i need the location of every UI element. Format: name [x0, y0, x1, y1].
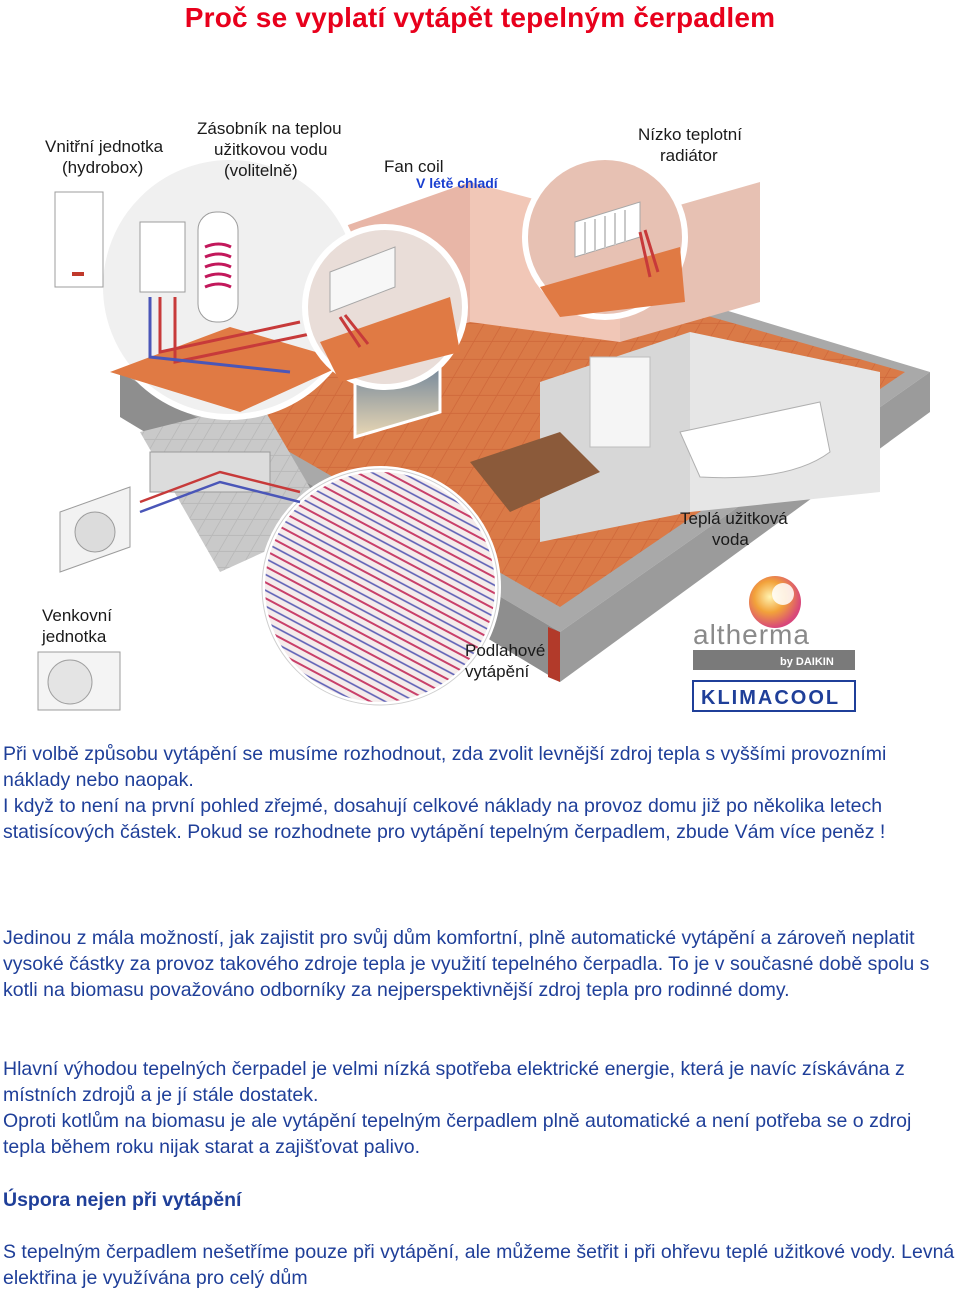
hydrobox-unit [55, 192, 103, 287]
label-radiator [638, 125, 742, 165]
svg-text:užitkovou vodu: užitkovou vodu [214, 140, 328, 159]
intro-text [3, 741, 958, 845]
altherma-logo [693, 576, 855, 670]
svg-text:Teplá užitková: Teplá užitková [680, 509, 788, 528]
svg-text:Nízko teplotní: Nízko teplotní [638, 125, 742, 144]
svg-text:Venkovní: Venkovní [42, 606, 112, 625]
svg-text:voda: voda [712, 530, 749, 549]
paragraph-5: Oproti kotlům na biomasu je ale vytápění tepelným čerpadlem plně automatické a není potřeba se o zdroj tepla během roku nijak starat a zajišťovat palivo. [3, 1110, 912, 1158]
svg-text:KLIMACOOL: KLIMACOOL [701, 687, 841, 709]
floor-heating-detail [262, 469, 498, 705]
fan-coil-detail [305, 227, 465, 387]
page-title: Proč se vyplatí vytápět tepelným čerpadlem [184, 2, 776, 33]
svg-text:jednotka: jednotka [42, 627, 107, 646]
paragraph-4: Hlavní výhodou tepelných čerpadel je velmi nízká spotřeba elektrické energie, která je navíc získávána z místních zdrojů a je jí stále dostatek. [3, 1058, 905, 1106]
outdoor-unit-wall [60, 487, 130, 572]
label-indoor-unit [45, 137, 164, 177]
svg-text:Fan coil: Fan coil [384, 157, 444, 176]
section-heading: Úspora nejen při vytápění [3, 1189, 242, 1211]
klimacool-logo [693, 681, 855, 711]
svg-text:Podlahové: Podlahové [465, 641, 546, 660]
heat-pump-house-illustration [0, 72, 960, 732]
body-text-1 [3, 925, 958, 1003]
svg-text:(volitelně): (volitelně) [224, 161, 298, 180]
svg-text:Vnitřní jednotka: Vnitřní jednotka [45, 137, 164, 156]
svg-text:V létě chladí: V létě chladí [416, 175, 498, 191]
section-paragraph: S tepelným čerpadlem nešetříme pouze při vytápění, ale můžeme šetřit i při ohřevu teplé užitkové vody. Levná elektřina je využívána pro celý dům [3, 1241, 955, 1289]
svg-text:by DAIKIN: by DAIKIN [780, 656, 834, 668]
svg-text:Zásobník na teplou: Zásobník na teplou [197, 119, 342, 138]
svg-text:vytápění: vytápění [465, 662, 530, 681]
label-fan-coil [384, 157, 499, 191]
radiator-detail [525, 157, 685, 317]
svg-text:altherma: altherma [693, 619, 810, 650]
label-outdoor-unit [41, 606, 112, 646]
outdoor-unit-standalone [38, 652, 120, 710]
paragraph-1: Při volbě způsobu vytápění se musíme rozhodnout, zda zvolit levnější zdroj tepla s vyššími provozními náklady nebo naopak. [3, 743, 887, 791]
body-text-2 [3, 1056, 958, 1160]
paragraph-3: Jedinou z mála možností, jak zajistit pro svůj dům komfortní, plně automatické vytápění a zároveň neplatit vysoké částky za provoz takového zdroje tepla je využití tepelného čerpadla. To je v současné době spolu s kotli na biomasu považováno odborníky za nejperspektivnější zdroj tepla pro rodinné domy. [3, 927, 930, 1001]
section-text [3, 1239, 958, 1291]
paragraph-2: I když to není na první pohled zřejmé, dosahují celkové náklady na provoz domu již po několika letech statisícových částek. Pokud se rozhodnete pro vytápění tepelným čerpadlem, zbude Vám více peněz ! [3, 795, 886, 843]
svg-text:radiátor: radiátor [660, 146, 718, 165]
svg-text:(hydrobox): (hydrobox) [62, 158, 144, 177]
